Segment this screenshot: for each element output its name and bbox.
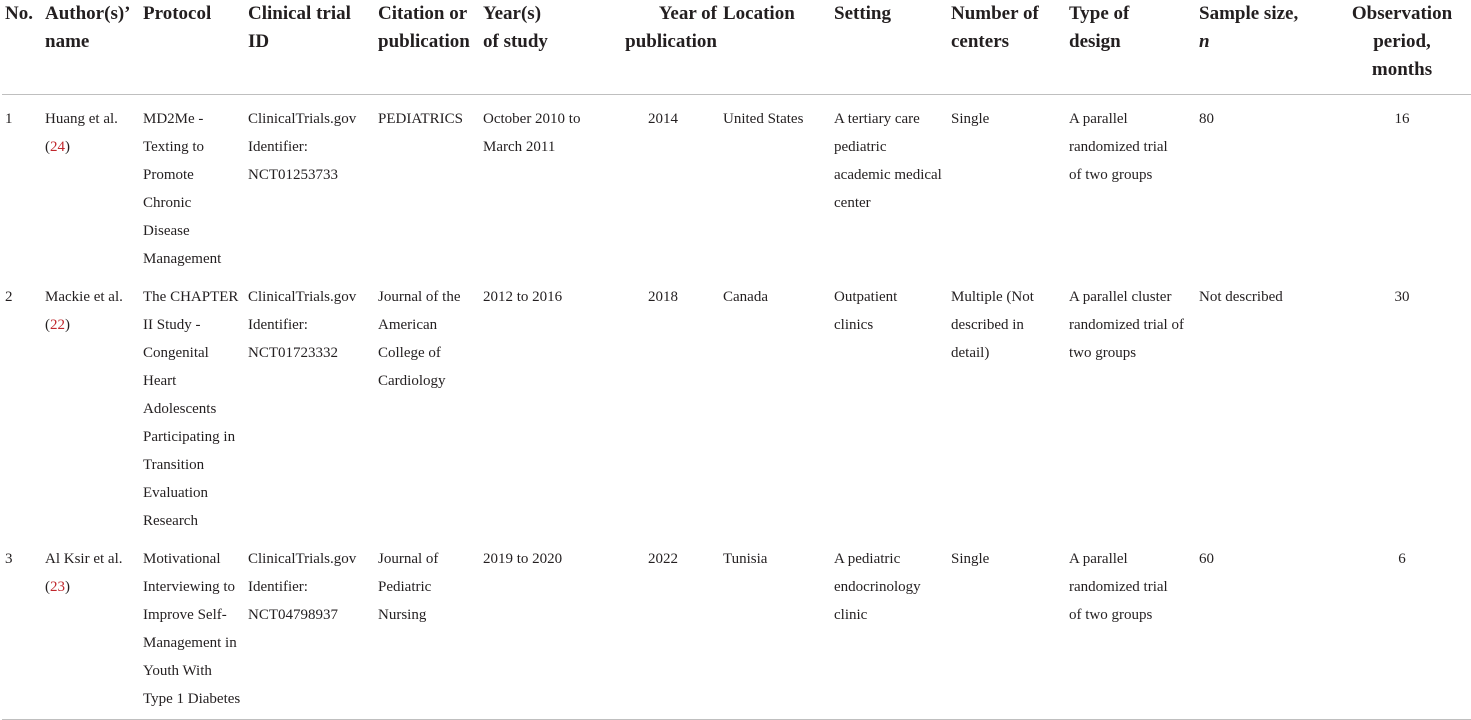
cell-setting — [831, 273, 948, 535]
cell-years — [480, 273, 606, 535]
reference-link[interactable]: 24 — [50, 139, 65, 155]
ref-paren-open: ( — [45, 579, 50, 595]
protocol-line: Texting to — [143, 139, 205, 155]
protocol-line: Congenital — [143, 345, 209, 361]
protocol-line: Disease — [143, 223, 190, 239]
row-number: 1 — [5, 111, 13, 127]
header-sample: Sample size, n — [1196, 0, 1314, 95]
protocol-line: Management in — [143, 635, 237, 651]
citation-line: Journal of — [378, 551, 439, 567]
location: United States — [723, 111, 804, 127]
publication-year: 2022 — [648, 551, 678, 567]
header-years: Year(s) of study — [480, 0, 606, 95]
trial-id-line: ClinicalTrials.gov — [248, 111, 357, 127]
author-name: Mackie et al. — [45, 289, 123, 305]
setting-line: clinic — [834, 607, 868, 623]
header-pub-year: Year of publication — [606, 0, 720, 95]
table-row — [2, 535, 1471, 720]
cell-author — [42, 95, 140, 274]
author-name: Huang et al. — [45, 111, 118, 127]
citation-line: Journal of the — [378, 289, 461, 305]
cell-location — [720, 95, 831, 274]
cell-author — [42, 273, 140, 535]
sample-size: 80 — [1199, 111, 1214, 127]
trial-id-line: NCT01253733 — [248, 167, 338, 183]
design-line: randomized trial — [1069, 139, 1168, 155]
cell-no — [2, 535, 42, 720]
reference-link[interactable]: 22 — [50, 317, 65, 333]
header-location: Location — [720, 0, 831, 95]
cell-design — [1066, 95, 1196, 274]
design-line: A parallel — [1069, 111, 1128, 127]
header-no: No. — [2, 0, 42, 95]
setting-line: academic medical — [834, 167, 942, 183]
cell-citation — [375, 535, 480, 720]
cell-years — [480, 95, 606, 274]
protocol-line: MD2Me - — [143, 111, 204, 127]
header-protocol: Protocol — [140, 0, 245, 95]
citation-line: American — [378, 317, 438, 333]
cell-protocol — [140, 95, 245, 274]
header-design: Type of design — [1066, 0, 1196, 95]
reference-link[interactable]: 23 — [50, 579, 65, 595]
header-citation: Citation or publication — [375, 0, 480, 95]
cell-years — [480, 535, 606, 720]
cell-trial-id — [245, 535, 375, 720]
cell-citation — [375, 95, 480, 274]
protocol-line: Adolescents — [143, 401, 217, 417]
header-centers: Number of centers — [948, 0, 1066, 95]
header-trial-id: Clinical trial ID — [245, 0, 375, 95]
table-row — [2, 95, 1471, 274]
publication-year: 2018 — [648, 289, 678, 305]
setting-line: center — [834, 195, 871, 211]
protocol-line: Type 1 Diabetes — [143, 691, 241, 707]
setting-line: A pediatric — [834, 551, 901, 567]
study-years-line: March 2011 — [483, 139, 556, 155]
trial-id-line: Identifier: — [248, 317, 308, 333]
header-author: Author(s)’ name — [42, 0, 140, 95]
row-number: 2 — [5, 289, 13, 305]
cell-protocol — [140, 273, 245, 535]
cell-sample — [1196, 273, 1314, 535]
header-row — [2, 0, 1471, 95]
citation-line: Cardiology — [378, 373, 446, 389]
trial-id-line: Identifier: — [248, 139, 308, 155]
centers-line: detail) — [951, 345, 990, 361]
protocol-line: II Study - — [143, 317, 201, 333]
design-line: A parallel — [1069, 551, 1128, 567]
protocol-line: Participating in — [143, 429, 236, 445]
design-line: A parallel cluster — [1069, 289, 1172, 305]
cell-sample — [1196, 95, 1314, 274]
cell-author — [42, 535, 140, 720]
cell-pub-year — [606, 273, 720, 535]
setting-line: Outpatient — [834, 289, 898, 305]
centers-line: described in — [951, 317, 1024, 333]
cell-centers — [948, 273, 1066, 535]
trial-id-line: NCT01723332 — [248, 345, 338, 361]
ref-paren-open: ( — [45, 317, 50, 333]
cell-pub-year — [606, 95, 720, 274]
cell-trial-id — [245, 273, 375, 535]
table-row — [2, 273, 1471, 535]
location: Tunisia — [723, 551, 768, 567]
cell-no — [2, 95, 42, 274]
trial-id-line: NCT04798937 — [248, 607, 338, 623]
cell-sample — [1196, 535, 1314, 720]
protocol-line: Chronic — [143, 195, 192, 211]
author-name: Al Ksir et al. — [45, 551, 123, 567]
protocol-line: The CHAPTER — [143, 289, 239, 305]
cell-setting — [831, 535, 948, 720]
sample-size: Not described — [1199, 289, 1283, 305]
protocol-line: Improve Self- — [143, 607, 227, 623]
cell-citation — [375, 273, 480, 535]
cell-trial-id — [245, 95, 375, 274]
cell-observation — [1314, 273, 1471, 535]
centers-line: Single — [951, 111, 990, 127]
centers-line: Multiple (Not — [951, 289, 1034, 305]
protocol-line: Research — [143, 513, 198, 529]
header-setting: Setting — [831, 0, 948, 95]
cell-location — [720, 273, 831, 535]
design-line: randomized trial — [1069, 579, 1168, 595]
design-line: two groups — [1069, 345, 1137, 361]
protocol-line: Transition — [143, 457, 205, 473]
study-years-line: October 2010 to — [483, 111, 581, 127]
citation-line: Nursing — [378, 607, 427, 623]
cell-pub-year — [606, 535, 720, 720]
observation-months: 16 — [1394, 111, 1410, 127]
ref-paren-open: ( — [45, 139, 50, 155]
protocol-line: Motivational — [143, 551, 221, 567]
protocol-line: Youth With — [143, 663, 212, 679]
study-years-line: 2019 to 2020 — [483, 551, 563, 567]
setting-line: clinics — [834, 317, 874, 333]
cell-centers — [948, 95, 1066, 274]
trial-id-line: Identifier: — [248, 579, 308, 595]
setting-line: pediatric — [834, 139, 887, 155]
studies-table — [2, 0, 1471, 720]
citation-line: PEDIATRICS — [378, 111, 464, 127]
ref-paren-close: ) — [65, 579, 70, 595]
cell-no — [2, 273, 42, 535]
cell-observation — [1314, 95, 1471, 274]
centers-line: Single — [951, 551, 990, 567]
study-years-line: 2012 to 2016 — [483, 289, 563, 305]
trial-id-line: ClinicalTrials.gov — [248, 551, 357, 567]
ref-paren-close: ) — [65, 139, 70, 155]
cell-design — [1066, 535, 1196, 720]
cell-protocol — [140, 535, 245, 720]
header-observation: Observation period, months — [1314, 0, 1471, 95]
protocol-line: Heart — [143, 373, 177, 389]
design-line: randomized trial of — [1069, 317, 1184, 333]
protocol-line: Promote — [143, 167, 194, 183]
setting-line: endocrinology — [834, 579, 921, 595]
protocol-line: Management — [143, 251, 222, 267]
observation-months: 30 — [1394, 289, 1410, 305]
observation-months: 6 — [1398, 551, 1406, 567]
trial-id-line: ClinicalTrials.gov — [248, 289, 357, 305]
location: Canada — [723, 289, 768, 305]
protocol-line: Interviewing to — [143, 579, 236, 595]
protocol-line: Evaluation — [143, 485, 208, 501]
cell-setting — [831, 95, 948, 274]
cell-design — [1066, 273, 1196, 535]
row-number: 3 — [5, 551, 13, 567]
cell-centers — [948, 535, 1066, 720]
ref-paren-close: ) — [65, 317, 70, 333]
citation-line: College of — [378, 345, 441, 361]
citation-line: Pediatric — [378, 579, 432, 595]
design-line: of two groups — [1069, 167, 1153, 183]
setting-line: A tertiary care — [834, 111, 920, 127]
publication-year: 2014 — [648, 111, 678, 127]
cell-location — [720, 535, 831, 720]
design-line: of two groups — [1069, 607, 1153, 623]
sample-size: 60 — [1199, 551, 1214, 567]
cell-observation — [1314, 535, 1471, 720]
